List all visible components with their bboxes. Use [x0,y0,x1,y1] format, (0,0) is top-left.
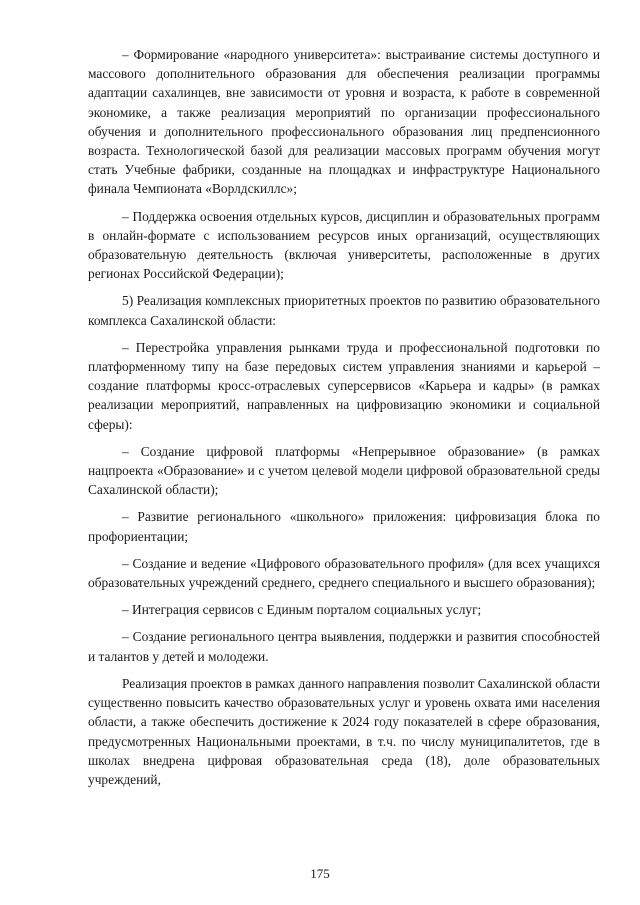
paragraph-online-courses: – Поддержка освоения отдельных курсов, дисциплин и образовательных программ в онлайн-формате с использованием ресурсов иных организаций, осуществляющих образовательную деятельность (включая университеты, расположенные в других регионах Российской Федерации); [88,208,600,282]
paragraph-complex-projects: 5) Реализация комплексных приоритетных проектов по развитию образовательного комплекса Сахалинской области: [88,293,600,328]
page-number: 175 [310,866,330,881]
paragraph-school-app: – Развитие регионального «школьного» приложения: цифровизация блока по профориентации; [88,509,600,544]
paragraph-continuous-education: – Создание цифровой платформы «Непрерывное образование» (в рамках нацпроекта «Образование» и с учетом целевой модели цифровой образовательной среды Сахалинской области); [88,443,600,498]
paragraph-digital-profile: – Создание и ведение «Цифрового образовательного профиля» (для всех учащихся образовательных учреждений среднего, среднего специального и высшего образования); [88,555,600,591]
paragraph-conclusion: Реализация проектов в рамках данного направления позволит Сахалинской области существенно повысить качество образовательных услуг и уровень охвата ими населения области, а также обеспечить достижение к 2024 году показателей в сфере образования, предусмотренных Национальными проектами, в т.ч. по числу муниципалитетов, где в школах внедрена цифровая образовательная среда (18), доле образовательных учреждений, [88,675,600,787]
paragraph-talent-center: – Создание регионального центра выявления, поддержки и развития способностей и талантов у детей и молодежи. [88,629,600,664]
paragraph-social-services: – Интеграция сервисов с Единым порталом социальных услуг; [122,602,482,618]
paragraph-labor-market-platform: – Перестройка управления рынками труда и профессиональной подготовки по платформенному типу на базе передовых систем управления знаниями и карьерой – создание платформы кросс-отраслевых суперсервисов «Карьера и кадры» (в рамках реализации мероприятий, направленных на цифровизацию экономики и социальной сферы): [88,339,600,432]
paragraph-people-university: – Формирование «народного университета»: выстраивание системы доступного и массового дополнительного образования для обеспечения реализации программы адаптации сахалинцев, вне зависимости от уровня и возраста, к работе в современной экономике, а также реализация мероприятий по организации профессионального обучения и дополнительного профессионального образования лиц предпенсионного возраста. Технологической базой для реализации массовых программ обучения могут стать Учебные фабрики, созданные на площадках и инфраструктуре Национального финала Чемпионата «Ворлдскиллс»; [88,47,600,197]
